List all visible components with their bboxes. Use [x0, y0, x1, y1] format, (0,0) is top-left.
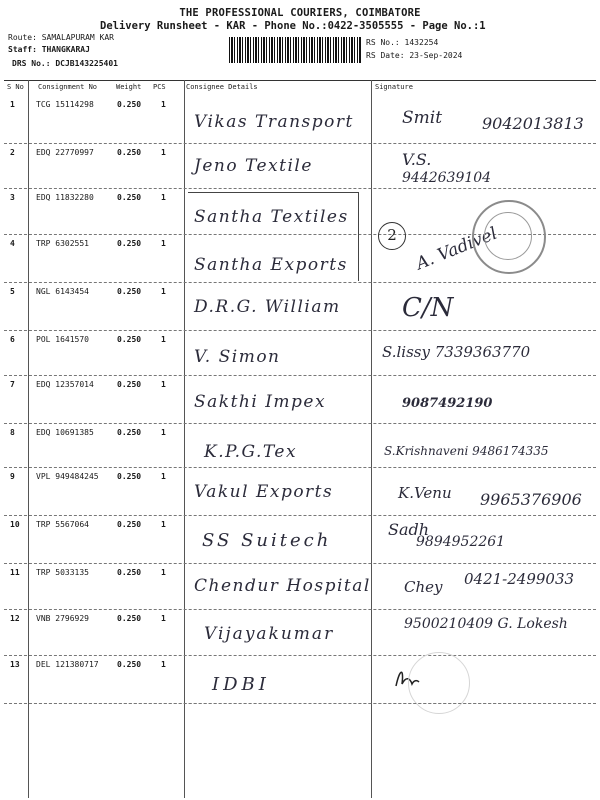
row-consignment: TRP 6302551 [36, 239, 89, 248]
drs-label: DRS No.: [12, 59, 51, 68]
row-weight: 0.250 [117, 380, 142, 389]
row-signature: 0421-2499033 [464, 570, 575, 588]
row-sno: 5 [10, 287, 15, 296]
sig-scribble: Sadh [388, 520, 430, 539]
row-sno: 7 [10, 380, 15, 389]
row-consignee: Jeno Textile [194, 156, 313, 176]
col-signature: Signature [375, 83, 413, 91]
row-consignee: Vikas Transport [194, 112, 354, 132]
col-consignment: Consignment No [38, 83, 98, 91]
row-sno: 8 [10, 428, 15, 437]
row-weight: 0.250 [117, 614, 142, 623]
row-pcs: 1 [161, 520, 166, 529]
row-consignment: VNB 2796929 [36, 614, 89, 623]
row-weight: 0.250 [117, 335, 142, 344]
row-consignment: EDQ 12357014 [36, 380, 94, 389]
row-sno: 1 [10, 100, 15, 109]
row-sno: 13 [10, 660, 20, 669]
rs-date-value: 23-Sep-2024 [409, 51, 463, 60]
row-sno: 2 [10, 148, 15, 157]
row-consignment: TRP 5567064 [36, 520, 89, 529]
route-line [8, 33, 114, 42]
row-sno: 9 [10, 472, 15, 481]
row-pcs: 1 [161, 568, 166, 577]
row-pcs: 1 [161, 239, 166, 248]
row-pcs: 1 [161, 100, 166, 109]
row-sno: 4 [10, 239, 15, 248]
row-weight: 0.250 [117, 287, 142, 296]
col-sno: S No [7, 83, 24, 91]
row-consignee: SS Suitech [202, 530, 332, 551]
row-pcs: 1 [161, 380, 166, 389]
sig-initials: V.S. [402, 150, 432, 169]
table-row [4, 376, 596, 424]
row-signature: 9087492190 [402, 396, 493, 411]
col-weight: Weight [116, 83, 142, 91]
row-signature: 9042013813 [482, 114, 584, 133]
row-consignment: TRP 5033135 [36, 568, 89, 577]
row-weight: 0.250 [117, 472, 142, 481]
row-signature: 9442639104 [402, 170, 492, 186]
row-pcs: 1 [161, 472, 166, 481]
sig-initials: Chey [404, 578, 443, 596]
row-consignee: Chendur Hospital [194, 576, 371, 596]
row-consignment: DEL 121380717 [36, 660, 99, 669]
table-row [4, 92, 596, 144]
col-pcs: PCS [153, 83, 166, 91]
table-row [4, 424, 596, 468]
table-row [4, 516, 596, 564]
row-consignee: D.R.G. William [194, 297, 341, 317]
row-consignment: EDQ 10691385 [36, 428, 94, 437]
row-weight: 0.250 [117, 100, 142, 109]
row-consignee: Vakul Exports [194, 482, 334, 502]
rs-date-label: RS Date: [366, 51, 405, 60]
row-consignee: IDBI [212, 674, 270, 695]
drs-line [12, 59, 118, 68]
row-weight: 0.250 [117, 148, 142, 157]
row-sno: 6 [10, 335, 15, 344]
row-consignee: Vijayakumar [204, 624, 335, 644]
table-row [4, 610, 596, 656]
row-weight: 0.250 [117, 193, 142, 202]
faint-stamp [408, 652, 470, 714]
row-consignment: EDQ 11832280 [36, 193, 94, 202]
company-title: THE PROFESSIONAL COURIERS, COIMBATORE [179, 7, 421, 19]
row-consignee: Sakthi Impex [194, 392, 327, 412]
staff-value: THANGKARAJ [41, 45, 90, 54]
table-row [4, 656, 596, 704]
runsheet-subtitle: Delivery Runsheet - KAR - Phone No.:0422-3505555 - Page No.:1 [100, 20, 486, 32]
row-consignee: K.P.G.Tex [204, 442, 298, 462]
row-signature: S.Krishnaveni 9486174335 [384, 444, 549, 458]
col-consignee: Consignee Details [186, 83, 258, 91]
row-signature: C/N [402, 293, 454, 323]
rs-no-label: RS No.: [366, 38, 400, 47]
row-sno: 11 [10, 568, 20, 577]
table-row [4, 331, 596, 376]
row-consignee: Santha Textiles [194, 207, 349, 227]
row-pcs: 1 [161, 148, 166, 157]
row-pcs: 1 [161, 660, 166, 669]
row-sno: 3 [10, 193, 15, 202]
row-weight: 0.250 [117, 239, 142, 248]
route-label: Route: [8, 33, 37, 42]
staff-line [8, 45, 90, 54]
sig-scribble: Smit [402, 108, 443, 128]
rs-date-line [366, 51, 462, 60]
row-sno: 12 [10, 614, 20, 623]
row-consignee: V. Simon [194, 347, 281, 367]
row-sno: 10 [10, 520, 20, 529]
row-pcs: 1 [161, 335, 166, 344]
row-consignee: Santha Exports [194, 255, 348, 275]
rs-no-line [366, 38, 438, 47]
bracket-mark [188, 192, 359, 281]
drs-value: DCJB143225401 [55, 59, 118, 68]
row-weight: 0.250 [117, 660, 142, 669]
company-stamp [484, 212, 532, 260]
staff-label: Staff: [8, 45, 37, 54]
row-weight: 0.250 [117, 520, 142, 529]
sig-initials: K.Venu [398, 484, 452, 502]
row-consignment: VPL 949484245 [36, 472, 99, 481]
row-signature: S.lissy 7339363770 [382, 343, 531, 361]
row-consignment: TCG 15114298 [36, 100, 94, 109]
row-weight: 0.250 [117, 568, 142, 577]
route-value: SAMALAPURAM KAR [41, 33, 114, 42]
row-pcs: 1 [161, 287, 166, 296]
table-row [4, 283, 596, 331]
row-pcs: 1 [161, 428, 166, 437]
row-signature: A. Vadivel [413, 223, 500, 275]
row-consignment: EDQ 22770997 [36, 148, 94, 157]
row-signature: 9965376906 [480, 490, 582, 509]
row-weight: 0.250 [117, 428, 142, 437]
barcode [229, 37, 361, 63]
row-signature: 9894952261 [416, 534, 506, 550]
table-row [4, 564, 596, 610]
table-row [4, 144, 596, 189]
row-pcs: 1 [161, 614, 166, 623]
row-consignment: POL 1641570 [36, 335, 89, 344]
row-signature: 9500210409 G. Lokesh [404, 616, 568, 632]
rs-no-value: 1432254 [404, 38, 439, 47]
row-pcs: 1 [161, 193, 166, 202]
circled-number: 2 [378, 222, 406, 250]
row-consignment: NGL 6143454 [36, 287, 89, 296]
table-row [4, 468, 596, 516]
